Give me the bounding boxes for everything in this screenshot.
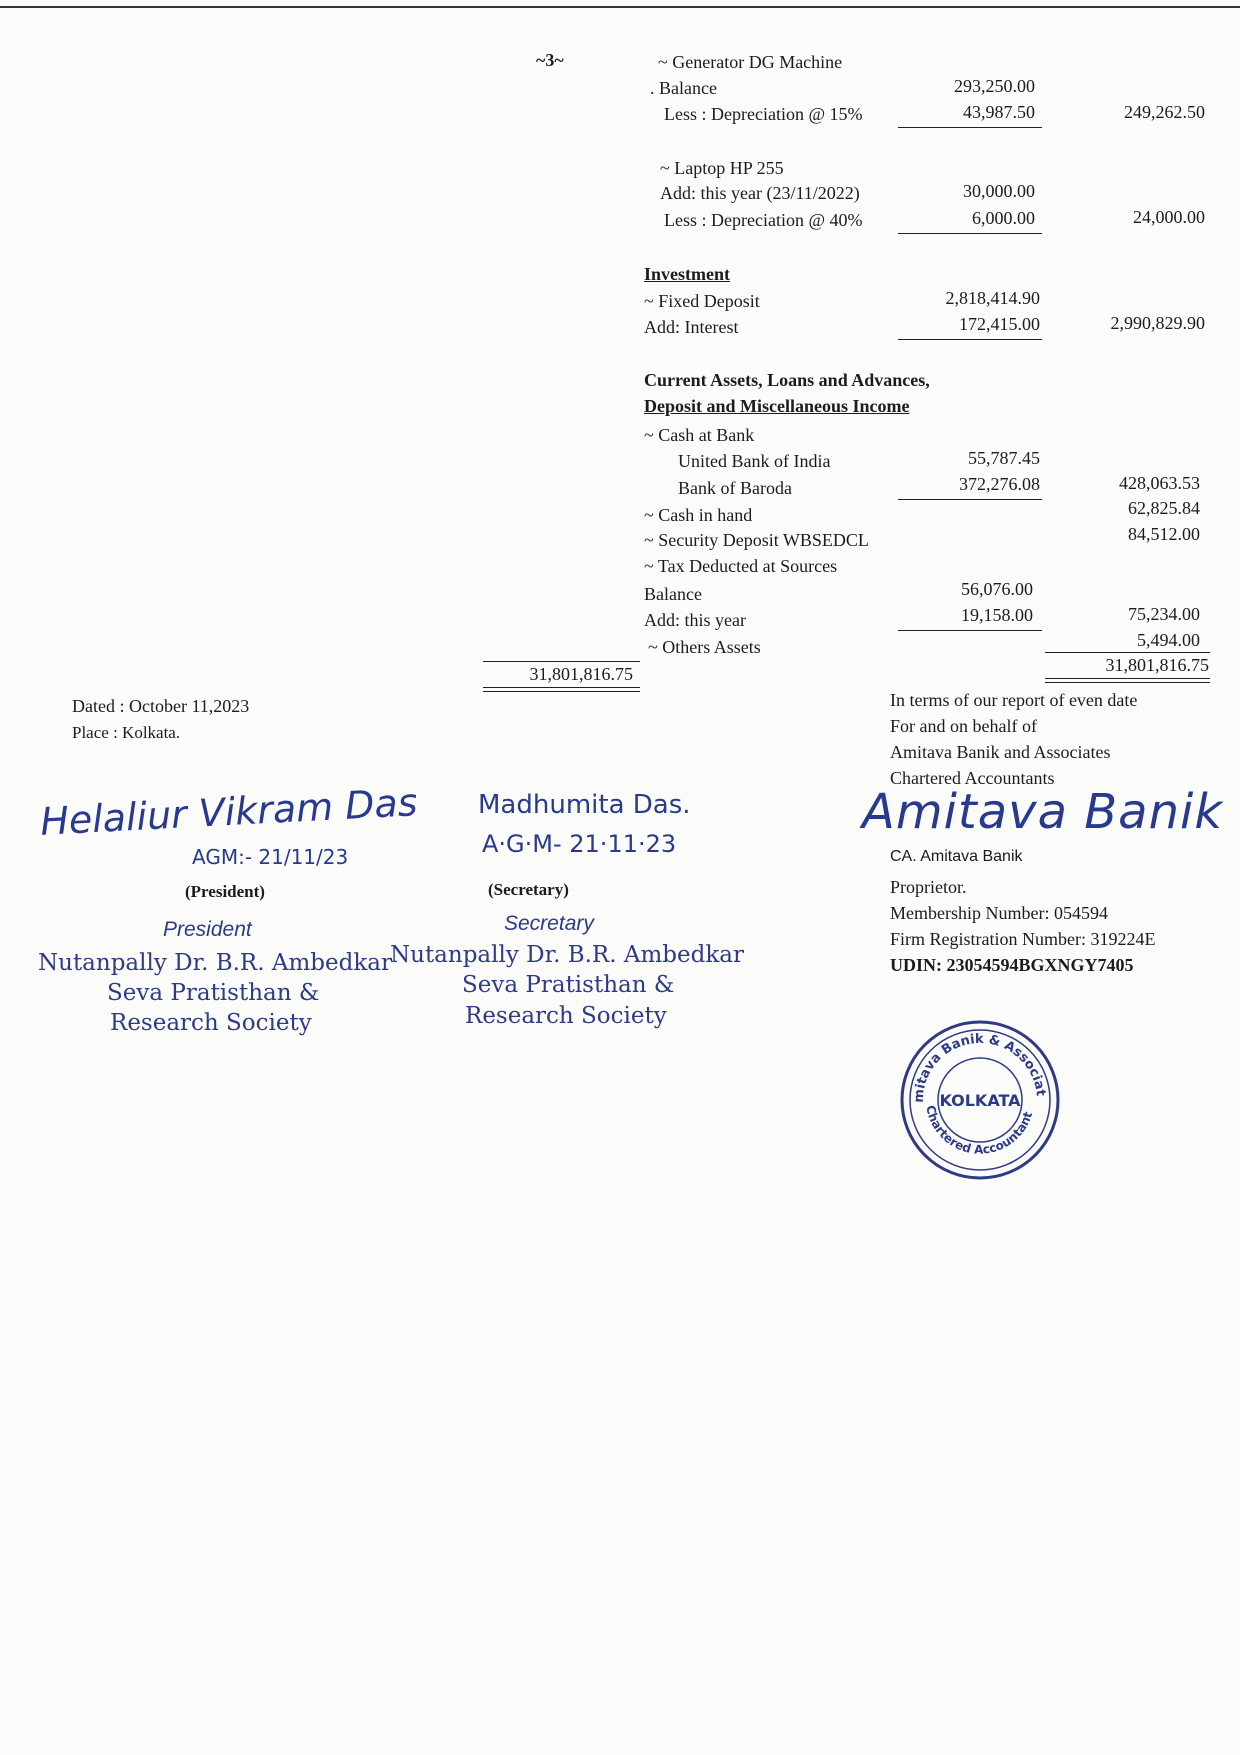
seal-graphic <box>895 1015 1065 1185</box>
auditor-signature: Amitava Banik <box>862 784 1224 840</box>
secretary-note: A·G·M- 21·11·23 <box>482 830 677 858</box>
secretary-label: (Secretary) <box>488 880 569 899</box>
secretary-signature: Madhumita Das. <box>478 790 691 820</box>
laptop-depreciation-label: Less : Depreciation @ 40% <box>664 210 863 230</box>
grand-total-left: 31,801,816.75 <box>529 664 633 684</box>
auditor-firm-registration: Firm Registration Number: 319224E <box>890 929 1156 949</box>
president-note: AGM:- 21/11/23 <box>192 845 349 869</box>
president-stamp-org-2: Seva Pratisthan & <box>107 980 320 1006</box>
bank-subtotal-rule <box>898 499 1042 500</box>
grand-total-left-top-rule <box>483 661 640 662</box>
bob-label: Bank of Baroda <box>678 478 792 498</box>
laptop-heading: ~ Laptop HP 255 <box>660 158 784 178</box>
others-assets-value: 5,494.00 <box>1137 630 1200 650</box>
tds-balance-label: Balance <box>644 584 702 604</box>
generator-net-value: 249,262.50 <box>1124 102 1205 122</box>
tds-subtotal-rule <box>898 630 1042 631</box>
auditor-role: Proprietor. <box>890 877 967 897</box>
bob-value: 372,276.08 <box>959 474 1040 494</box>
grand-total-left-double-rule <box>483 687 640 692</box>
auditor-line-1: In terms of our report of even date <box>890 690 1138 710</box>
tds-balance-value: 56,076.00 <box>961 579 1033 599</box>
auditor-line-2: For and on behalf of <box>890 716 1037 736</box>
laptop-subtotal-rule <box>898 233 1042 234</box>
auditor-udin: UDIN: 23054594BGXNGY7405 <box>890 955 1134 975</box>
current-assets-heading-1: Current Assets, Loans and Advances, <box>644 370 930 390</box>
secretary-stamp-title: Secretary <box>504 912 594 935</box>
current-assets-heading-2: Deposit and Miscellaneous Income <box>644 396 910 416</box>
page-number: ~3~ <box>536 50 564 70</box>
auditor-membership: Membership Number: 054594 <box>890 903 1108 923</box>
generator-balance-value: 293,250.00 <box>954 76 1035 96</box>
laptop-net-value: 24,000.00 <box>1133 207 1205 227</box>
tds-label: ~ Tax Deducted at Sources <box>644 556 838 576</box>
investment-heading: Investment <box>644 264 730 284</box>
president-signature: Helaliur Vikram Das <box>39 780 419 844</box>
president-stamp-org-1: Nutanpally Dr. B.R. Ambedkar <box>38 950 392 976</box>
generator-subtotal-rule <box>898 127 1042 128</box>
scan-top-edge <box>0 6 1240 8</box>
investment-net-value: 2,990,829.90 <box>1110 313 1205 333</box>
seal-bottom-text: Chartered Accountant <box>923 1104 1036 1157</box>
secretary-stamp-org-3: Research Society <box>465 1003 667 1029</box>
bank-total-value: 428,063.53 <box>1119 473 1200 493</box>
interest-value: 172,415.00 <box>959 314 1040 334</box>
investment-subtotal-rule <box>898 339 1042 340</box>
grand-total-right-double-rule <box>1045 678 1210 683</box>
auditor-name: CA. Amitava Banik <box>890 848 1023 865</box>
cash-at-bank-label: ~ Cash at Bank <box>644 425 755 445</box>
ubi-value: 55,787.45 <box>968 448 1040 468</box>
cash-in-hand-label: ~ Cash in hand <box>644 505 753 525</box>
president-stamp-org-3: Research Society <box>110 1010 312 1036</box>
dated: Dated : October 11,2023 <box>72 696 250 716</box>
seal-center-text: KOLKATA <box>939 1091 1021 1110</box>
interest-label: Add: Interest <box>644 317 739 337</box>
laptop-add-value: 30,000.00 <box>963 181 1035 201</box>
secretary-stamp-org-1: Nutanpally Dr. B.R. Ambedkar <box>390 942 744 968</box>
generator-balance-label: . Balance <box>650 78 717 98</box>
others-assets-label: ~ Others Assets <box>648 637 761 657</box>
cash-in-hand-value: 62,825.84 <box>1128 498 1200 518</box>
laptop-add-label: Add: this year (23/11/2022) <box>660 183 860 203</box>
tds-add-value: 19,158.00 <box>961 605 1033 625</box>
ubi-label: United Bank of India <box>678 451 831 471</box>
security-deposit-value: 84,512.00 <box>1128 524 1200 544</box>
auditor-firm-name: Amitava Banik and Associates <box>890 742 1111 762</box>
fixed-deposit-value: 2,818,414.90 <box>945 288 1040 308</box>
generator-depreciation-value: 43,987.50 <box>963 102 1035 122</box>
tds-add-label: Add: this year <box>644 610 746 630</box>
secretary-stamp-org-2: Seva Pratisthan & <box>462 972 675 998</box>
firm-seal <box>895 1015 1065 1185</box>
laptop-depreciation-value: 6,000.00 <box>972 208 1035 228</box>
fixed-deposit-label: ~ Fixed Deposit <box>644 291 760 311</box>
place: Place : Kolkata. <box>72 723 181 742</box>
security-deposit-label: ~ Security Deposit WBSEDCL <box>644 530 869 550</box>
seal-top-text: mitava Banik & Associat <box>911 1031 1048 1104</box>
generator-heading: ~ Generator DG Machine <box>658 52 843 72</box>
grand-total-right: 31,801,816.75 <box>1105 655 1209 675</box>
tds-total-value: 75,234.00 <box>1128 604 1200 624</box>
grand-total-top-rule <box>1045 652 1210 653</box>
president-stamp-title: President <box>163 918 252 941</box>
generator-depreciation-label: Less : Depreciation @ 15% <box>664 104 863 124</box>
auditor-line-4: Chartered Accountants <box>890 768 1055 788</box>
president-label: (President) <box>185 882 265 901</box>
